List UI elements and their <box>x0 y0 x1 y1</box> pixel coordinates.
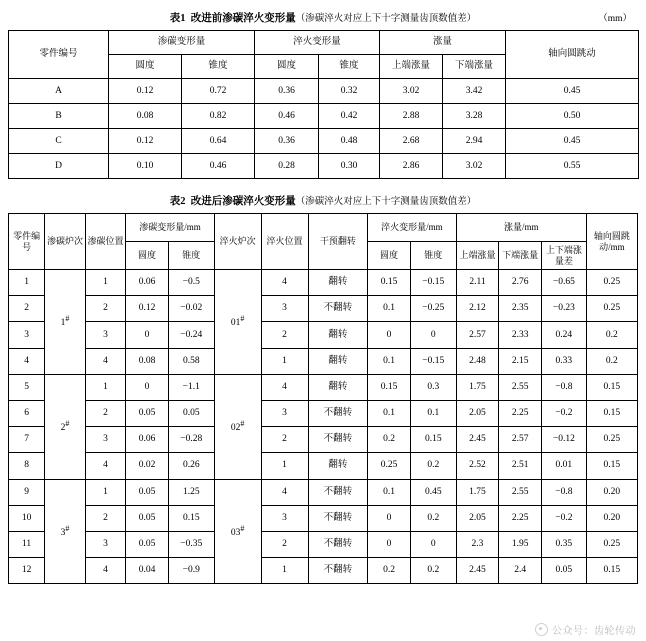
table2-group-quench-deform: 淬火变形量/mm <box>368 214 456 242</box>
cell-carb-position: 4 <box>85 348 126 374</box>
cell-runout: 0.55 <box>506 154 639 179</box>
cell-q-round: 0 <box>368 531 411 557</box>
cell-g-diff: −0.65 <box>541 270 586 296</box>
cell-g-diff: −0.12 <box>541 427 586 453</box>
cell-part: 5 <box>9 374 45 400</box>
cell-flip: 翻转 <box>308 453 368 479</box>
cell-quench-position: 1 <box>261 558 308 584</box>
table2-col-pre-flip: 干预翻转 <box>308 214 368 270</box>
table-row <box>9 129 639 154</box>
cell-quench-position: 4 <box>261 270 308 296</box>
cell-q-taper: 0.2 <box>410 558 456 584</box>
cell-carb-position: 1 <box>85 270 126 296</box>
cell-runout: 0.15 <box>586 558 637 584</box>
cell-g-diff: 0.05 <box>541 558 586 584</box>
cell-runout: 0.50 <box>506 104 639 129</box>
cell-carb-round: 0.12 <box>126 296 169 322</box>
cell-flip: 不翻转 <box>308 400 368 426</box>
cell-carb-round: 0 <box>126 322 169 348</box>
cell-g-top: 2.12 <box>456 296 499 322</box>
cell-carb-round: 0.05 <box>126 400 169 426</box>
table-row <box>9 479 638 505</box>
cell-q-round: 0.1 <box>368 348 411 374</box>
cell-g-top: 2.05 <box>456 505 499 531</box>
table1-col-grow-bottom: 下端涨量 <box>443 55 506 79</box>
cell-q-taper: 0.2 <box>410 453 456 479</box>
cell-quench-furnace: 01# <box>214 270 261 375</box>
cell-g-diff: −0.23 <box>541 296 586 322</box>
cell-q-taper: −0.15 <box>410 270 456 296</box>
table2-col-carb-taper: 锥度 <box>168 242 214 270</box>
table-row <box>9 348 638 374</box>
cell-q-round: 0.2 <box>368 427 411 453</box>
table1-col-grow-top: 上端涨量 <box>380 55 443 79</box>
cell-carb-round: 0.08 <box>109 104 182 129</box>
cell-carb-round: 0.05 <box>126 505 169 531</box>
cell-carb-taper: −0.5 <box>168 270 214 296</box>
cell-carb-round: 0.05 <box>126 479 169 505</box>
cell-carb-position: 3 <box>85 531 126 557</box>
table2-col-q-taper: 锥度 <box>410 242 456 270</box>
table-row <box>9 79 639 104</box>
cell-g-bottom: 2.25 <box>499 400 542 426</box>
table-row <box>9 453 638 479</box>
cell-grow-bottom: 3.42 <box>443 79 506 104</box>
cell-q-round: 0.25 <box>368 453 411 479</box>
cell-carb-position: 4 <box>85 453 126 479</box>
table2-col-part: 零件编号 <box>9 214 45 270</box>
cell-quench-taper: 0.42 <box>319 104 380 129</box>
cell-g-bottom: 2.25 <box>499 505 542 531</box>
cell-runout: 0.25 <box>586 427 637 453</box>
cell-q-round: 0 <box>368 505 411 531</box>
watermark <box>535 622 636 637</box>
cell-carb-position: 4 <box>85 558 126 584</box>
cell-carb-taper: 0.72 <box>182 79 255 104</box>
table-row <box>9 427 638 453</box>
table2-col-quench-position: 淬火位置 <box>261 214 308 270</box>
cell-part: 7 <box>9 427 45 453</box>
cell-g-bottom: 2.33 <box>499 322 542 348</box>
cell-g-diff: 0.24 <box>541 322 586 348</box>
cell-carb-position: 1 <box>85 479 126 505</box>
cell-carb-round: 0.02 <box>126 453 169 479</box>
cell-quench-round: 0.36 <box>255 129 319 154</box>
table-row <box>9 400 638 426</box>
cell-carb-round: 0.05 <box>126 531 169 557</box>
table2-col-g-diff: 上下端涨量差 <box>541 242 586 270</box>
cell-g-bottom: 2.51 <box>499 453 542 479</box>
cell-runout: 0.20 <box>586 505 637 531</box>
cell-q-round: 0.1 <box>368 479 411 505</box>
table2-col-runout: 轴向圆跳动/mm <box>586 214 637 270</box>
cell-carb-position: 3 <box>85 427 126 453</box>
cell-g-bottom: 2.4 <box>499 558 542 584</box>
cell-carb-round: 0.12 <box>109 79 182 104</box>
table1-unit: （mm） <box>598 14 632 24</box>
table2 <box>8 213 638 584</box>
cell-g-diff: −0.2 <box>541 505 586 531</box>
cell-quench-position: 3 <box>261 296 308 322</box>
cell-g-bottom: 1.95 <box>499 531 542 557</box>
cell-carb-position: 2 <box>85 400 126 426</box>
cell-quench-position: 4 <box>261 374 308 400</box>
cell-part: C <box>9 129 109 154</box>
cell-carb-position: 2 <box>85 296 126 322</box>
cell-flip: 不翻转 <box>308 427 368 453</box>
cell-g-top: 2.3 <box>456 531 499 557</box>
cell-g-bottom: 2.76 <box>499 270 542 296</box>
cell-g-top: 2.05 <box>456 400 499 426</box>
cell-quench-round: 0.36 <box>255 79 319 104</box>
table1-col-part: 零件编号 <box>9 31 109 79</box>
cell-carb-taper: 0.82 <box>182 104 255 129</box>
cell-carb-taper: −0.24 <box>168 322 214 348</box>
table2-col-g-bottom: 下端涨量 <box>499 242 542 270</box>
cell-quench-position: 1 <box>261 348 308 374</box>
cell-q-taper: −0.25 <box>410 296 456 322</box>
cell-q-taper: 0.45 <box>410 479 456 505</box>
table-row <box>9 505 638 531</box>
cell-carb-taper: 0.26 <box>168 453 214 479</box>
table1-header-row-1 <box>9 31 639 55</box>
cell-grow-bottom: 3.28 <box>443 104 506 129</box>
cell-q-taper: 0.2 <box>410 505 456 531</box>
table-row <box>9 270 638 296</box>
cell-carb-furnace: 1# <box>45 270 86 375</box>
cell-quench-round: 0.46 <box>255 104 319 129</box>
cell-quench-furnace: 03# <box>214 479 261 584</box>
cell-q-round: 0.15 <box>368 270 411 296</box>
table2-col-g-top: 上端涨量 <box>456 242 499 270</box>
cell-g-bottom: 2.55 <box>499 374 542 400</box>
cell-runout: 0.25 <box>586 296 637 322</box>
cell-quench-furnace: 02# <box>214 374 261 479</box>
cell-part: B <box>9 104 109 129</box>
cell-runout: 0.45 <box>506 79 639 104</box>
cell-carb-round: 0.08 <box>126 348 169 374</box>
cell-carb-taper: −1.1 <box>168 374 214 400</box>
cell-quench-position: 3 <box>261 505 308 531</box>
cell-runout: 0.45 <box>506 129 639 154</box>
table2-header-row-1 <box>9 214 638 242</box>
table2-col-carb-round: 圆度 <box>126 242 169 270</box>
cell-g-top: 2.57 <box>456 322 499 348</box>
table1-group-quench: 淬火变形量 <box>255 31 380 55</box>
cell-carb-taper: 0.05 <box>168 400 214 426</box>
cell-grow-top: 3.02 <box>380 79 443 104</box>
cell-flip: 翻转 <box>308 270 368 296</box>
cell-carb-furnace: 3# <box>45 479 86 584</box>
table1-col-carb-round: 圆度 <box>109 55 182 79</box>
cell-q-taper: 0 <box>410 531 456 557</box>
cell-grow-bottom: 2.94 <box>443 129 506 154</box>
cell-g-diff: 0.01 <box>541 453 586 479</box>
table-row <box>9 531 638 557</box>
cell-carb-taper: 1.25 <box>168 479 214 505</box>
table1-caption <box>8 10 638 25</box>
table1-group-carb: 渗碳变形量 <box>109 31 255 55</box>
cell-q-round: 0 <box>368 322 411 348</box>
cell-g-top: 1.75 <box>456 374 499 400</box>
cell-carb-taper: −0.02 <box>168 296 214 322</box>
table1-col-quench-taper: 锥度 <box>319 55 380 79</box>
cell-carb-round: 0.06 <box>126 427 169 453</box>
cell-g-diff: −0.8 <box>541 479 586 505</box>
cell-quench-taper: 0.32 <box>319 79 380 104</box>
table2-number: 表2 <box>169 196 186 207</box>
cell-flip: 不翻转 <box>308 296 368 322</box>
cell-runout: 0.2 <box>586 322 637 348</box>
table-row <box>9 558 638 584</box>
cell-grow-bottom: 3.02 <box>443 154 506 179</box>
cell-carb-round: 0.06 <box>126 270 169 296</box>
table2-col-quench-furnace: 淬火炉次 <box>214 214 261 270</box>
cell-quench-taper: 0.48 <box>319 129 380 154</box>
cell-quench-position: 2 <box>261 531 308 557</box>
cell-carb-position: 1 <box>85 374 126 400</box>
cell-g-bottom: 2.35 <box>499 296 542 322</box>
cell-carb-taper: 0.58 <box>168 348 214 374</box>
cell-g-bottom: 2.15 <box>499 348 542 374</box>
cell-q-taper: −0.15 <box>410 348 456 374</box>
cell-carb-round: 0 <box>126 374 169 400</box>
cell-q-taper: 0 <box>410 322 456 348</box>
cell-quench-position: 2 <box>261 427 308 453</box>
cell-flip: 翻转 <box>308 374 368 400</box>
table-row <box>9 322 638 348</box>
cell-quench-position: 1 <box>261 453 308 479</box>
cell-g-top: 2.45 <box>456 427 499 453</box>
table1-col-runout: 轴向圆跳动 <box>506 31 639 79</box>
cell-runout: 0.15 <box>586 374 637 400</box>
cell-part: 2 <box>9 296 45 322</box>
cell-carb-round: 0.10 <box>109 154 182 179</box>
table1 <box>8 30 639 179</box>
cell-quench-round: 0.28 <box>255 154 319 179</box>
cell-part: 8 <box>9 453 45 479</box>
cell-q-round: 0.1 <box>368 400 411 426</box>
table2-caption <box>8 193 638 208</box>
cell-q-round: 0.1 <box>368 296 411 322</box>
cell-flip: 翻转 <box>308 322 368 348</box>
cell-carb-taper: −0.28 <box>168 427 214 453</box>
cell-carb-taper: 0.15 <box>168 505 214 531</box>
cell-part: 3 <box>9 322 45 348</box>
cell-flip: 不翻转 <box>308 505 368 531</box>
cell-part: 11 <box>9 531 45 557</box>
cell-g-diff: 0.35 <box>541 531 586 557</box>
cell-g-bottom: 2.57 <box>499 427 542 453</box>
cell-q-taper: 0.1 <box>410 400 456 426</box>
cell-runout: 0.15 <box>586 400 637 426</box>
table1-group-growth: 涨量 <box>380 31 506 55</box>
table1-col-carb-taper: 锥度 <box>182 55 255 79</box>
cell-carb-taper: 0.64 <box>182 129 255 154</box>
cell-part: D <box>9 154 109 179</box>
cell-carb-taper: −0.9 <box>168 558 214 584</box>
cell-part: 1 <box>9 270 45 296</box>
cell-q-round: 0.15 <box>368 374 411 400</box>
cell-g-top: 2.48 <box>456 348 499 374</box>
cell-g-top: 2.45 <box>456 558 499 584</box>
cell-grow-top: 2.86 <box>380 154 443 179</box>
table2-title: 改进后渗碳淬火变形量 <box>190 196 296 207</box>
table2-group-growth: 涨量/mm <box>456 214 586 242</box>
cell-g-diff: −0.8 <box>541 374 586 400</box>
table2-col-carb-furnace: 渗碳炉次 <box>45 214 86 270</box>
table-row <box>9 154 639 179</box>
watermark-text: 公众号：齿轮传动 <box>552 626 636 637</box>
cell-flip: 不翻转 <box>308 558 368 584</box>
cell-quench-position: 4 <box>261 479 308 505</box>
table1-col-quench-round: 圆度 <box>255 55 319 79</box>
cell-runout: 0.25 <box>586 270 637 296</box>
cell-carb-round: 0.12 <box>109 129 182 154</box>
cell-q-round: 0.2 <box>368 558 411 584</box>
table1-title: 改进前渗碳淬火变形量 <box>190 13 296 24</box>
table2-col-q-round: 圆度 <box>368 242 411 270</box>
cell-part: 9 <box>9 479 45 505</box>
cell-q-taper: 0.15 <box>410 427 456 453</box>
table-row <box>9 374 638 400</box>
cell-runout: 0.15 <box>586 453 637 479</box>
cell-flip: 不翻转 <box>308 531 368 557</box>
cell-quench-position: 3 <box>261 400 308 426</box>
cell-part: A <box>9 79 109 104</box>
cell-runout: 0.25 <box>586 531 637 557</box>
cell-q-taper: 0.3 <box>410 374 456 400</box>
cell-carb-furnace: 2# <box>45 374 86 479</box>
cell-quench-taper: 0.30 <box>319 154 380 179</box>
cell-g-top: 1.75 <box>456 479 499 505</box>
cell-g-top: 2.52 <box>456 453 499 479</box>
table1-subtitle: （渗碳淬火对应上下十字测量齿顶数值差） <box>295 14 477 24</box>
cell-quench-position: 2 <box>261 322 308 348</box>
table1-number: 表1 <box>169 13 186 24</box>
cell-part: 6 <box>9 400 45 426</box>
table2-subtitle: （渗碳淬火对应上下十字测量齿顶数值差） <box>295 197 477 207</box>
cell-carb-position: 3 <box>85 322 126 348</box>
cell-part: 4 <box>9 348 45 374</box>
cell-g-top: 2.11 <box>456 270 499 296</box>
cell-carb-round: 0.04 <box>126 558 169 584</box>
table2-col-carb-position: 渗碳位置 <box>85 214 126 270</box>
table-row <box>9 104 639 129</box>
cell-part: 12 <box>9 558 45 584</box>
cell-runout: 0.20 <box>586 479 637 505</box>
cell-g-diff: −0.2 <box>541 400 586 426</box>
cell-part: 10 <box>9 505 45 531</box>
table2-group-carb-deform: 渗碳变形量/mm <box>126 214 214 242</box>
watermark-logo-icon <box>535 623 548 636</box>
cell-g-bottom: 2.55 <box>499 479 542 505</box>
cell-grow-top: 2.68 <box>380 129 443 154</box>
cell-carb-taper: 0.46 <box>182 154 255 179</box>
cell-grow-top: 2.88 <box>380 104 443 129</box>
table-row <box>9 296 638 322</box>
cell-carb-position: 2 <box>85 505 126 531</box>
cell-flip: 不翻转 <box>308 479 368 505</box>
cell-carb-taper: −0.35 <box>168 531 214 557</box>
cell-runout: 0.2 <box>586 348 637 374</box>
cell-flip: 翻转 <box>308 348 368 374</box>
cell-g-diff: 0.33 <box>541 348 586 374</box>
